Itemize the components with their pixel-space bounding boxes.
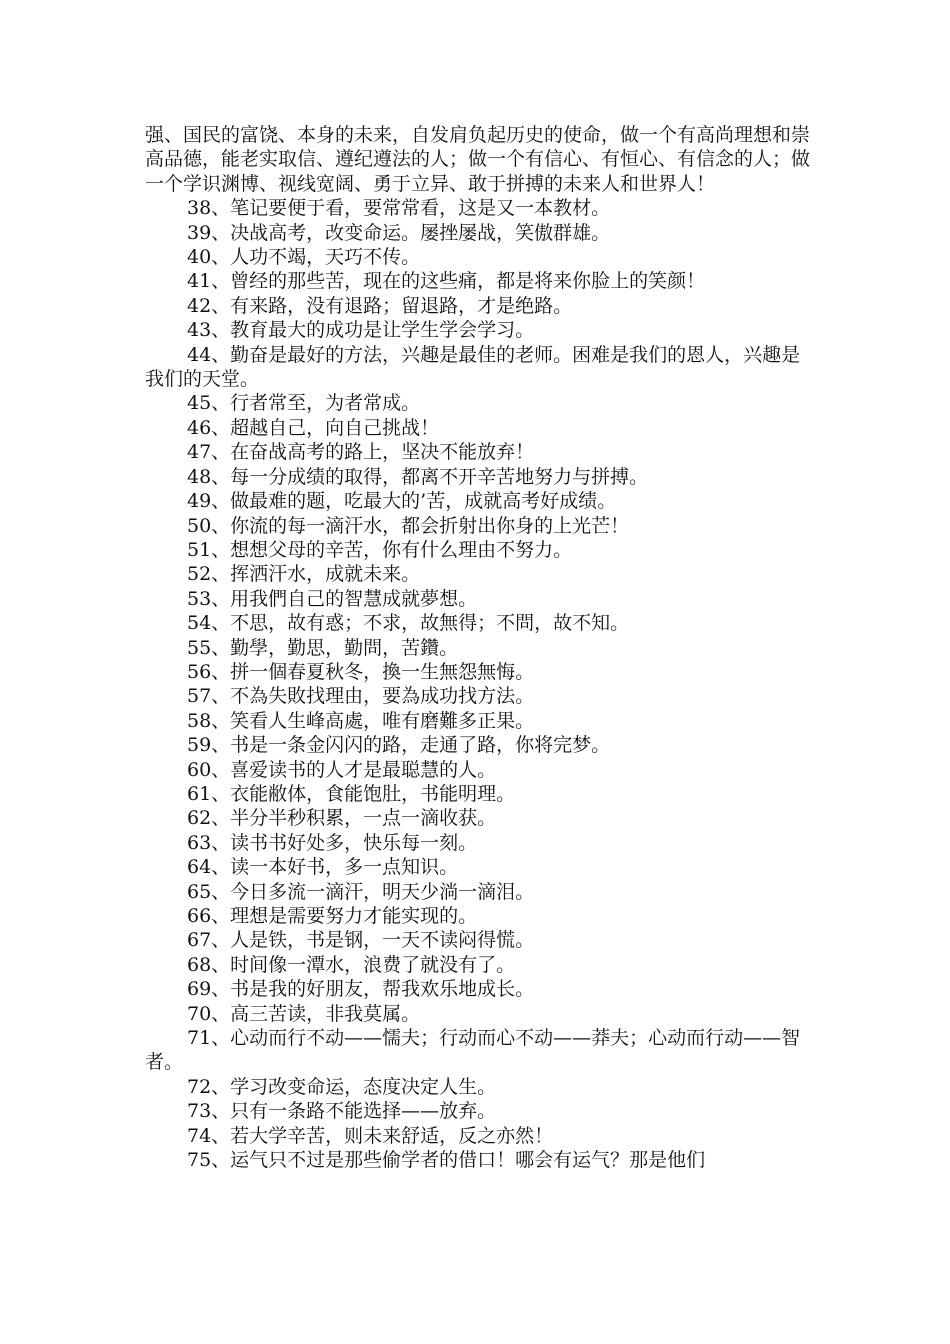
list-item: 56、拼一個春夏秋冬，換一生無怨無悔。 [187,660,535,683]
list-item: 48、每一分成绩的取得，都离不开辛苦地努力与拼搏。 [187,465,649,488]
list-item: 55、勤學，勤思，勤問，苦鑽。 [187,636,459,659]
list-item: 69、书是我的好朋友，帮我欢乐地成长。 [187,978,535,1001]
list-item: 51、想想父母的辛苦，你有什么理由不努力。 [187,538,573,561]
list-item: 40、人功不竭，天巧不传。 [187,246,421,269]
list-item: 45、行者常至，为者常成。 [187,392,421,415]
list-item: 38、笔记要便于看，要常常看，这是又一本教材。 [187,197,611,220]
list-item: 65、今日多流一滴汗，明天少淌一滴泪。 [187,880,535,903]
list-item: 57、不為失敗找理由，要為成功找方法。 [187,685,535,708]
list-item: 72、学习改变命运，态度决定人生。 [187,1075,497,1098]
list-item: 60、喜爱读书的人才是最聪慧的人。 [187,758,497,781]
list-item: 66、理想是需要努力才能实现的。 [187,905,478,927]
list-item: 49、做最难的题，吃最大的’苦，成就高考好成绩。 [187,490,617,513]
list-item: 52、挥洒汗水，成就未来。 [187,563,421,586]
list-item: 67、人是铁，书是钢，一天不读闷得慌。 [187,929,535,952]
list-item: 68、时间像一潭水，浪费了就没有了。 [187,953,516,976]
list-item: 42、有来路，没有退路；留退路，才是绝路。 [187,294,573,317]
list-item: 39、决战高考，改变命运。屡挫屡战，笑傲群雄。 [187,221,611,244]
list-item: 46、超越自己，向自己挑战！ [187,416,440,439]
list-item: 50、你流的每一滴汗水，都会折射出你身的上光芒！ [187,514,630,537]
list-item: 64、读一本好书，多一点知识。 [187,856,459,879]
list-item: 70、高三苦读，非我莫属。 [187,1002,421,1025]
list-item: 47、在奋战高考的路上，坚决不能放弃！ [187,441,535,464]
list-item: 43、教育最大的成功是让学生学会学习。 [187,319,535,342]
list-item: 44、勤奋是最好的方法，兴趣是最佳的老师。困难是我们的恩人，兴趣是我们的天堂。 [145,343,801,391]
list-item: 58、笑看人生峰高處，唯有磨難多正果。 [187,709,535,732]
list-item: 41、曾经的那些苦，现在的这些痛，都是将来你脸上的笑颜！ [187,270,706,293]
document-body [145,123,815,1172]
list-item: 63、读书书好处多，快乐每一刻。 [187,831,478,854]
list-item: 61、衣能敝体，食能饱肚，书能明理。 [187,782,516,805]
list-item: 73、只有一条路不能选择——放弃。 [187,1100,497,1123]
lead-paragraph: 强、国民的富饶、本身的未来，自发肩负起历史的使命，做一个有高尚理想和崇高品德，能老实取信、遵纪遵法的人；做一个有信心、有恒心、有信念的人；做一个学识渊博、视线宽阔、勇于立异、敢于拼搏的未来人和世界人！ [145,124,811,195]
list-item: 74、若大学辛苦，则未来舒适，反之亦然！ [187,1124,554,1147]
list-item: 54、不思，故有惑；不求，故無得；不問，故不知。 [187,612,630,635]
list-item: 71、心动而行不动——懦夫；行动而心不动——莽夫；心动而行动——智者。 [145,1027,801,1074]
list-item: 53、用我們自己的智慧成就夢想。 [187,587,478,610]
list-item: 59、书是一条金闪闪的路，走通了路，你将完梦。 [187,734,611,757]
list-item: 62、半分半秒积累，一点一滴收获。 [187,807,497,830]
list-item: 75、运气只不过是那些偷学者的借口！哪会有运气？那是他们 [187,1149,706,1172]
